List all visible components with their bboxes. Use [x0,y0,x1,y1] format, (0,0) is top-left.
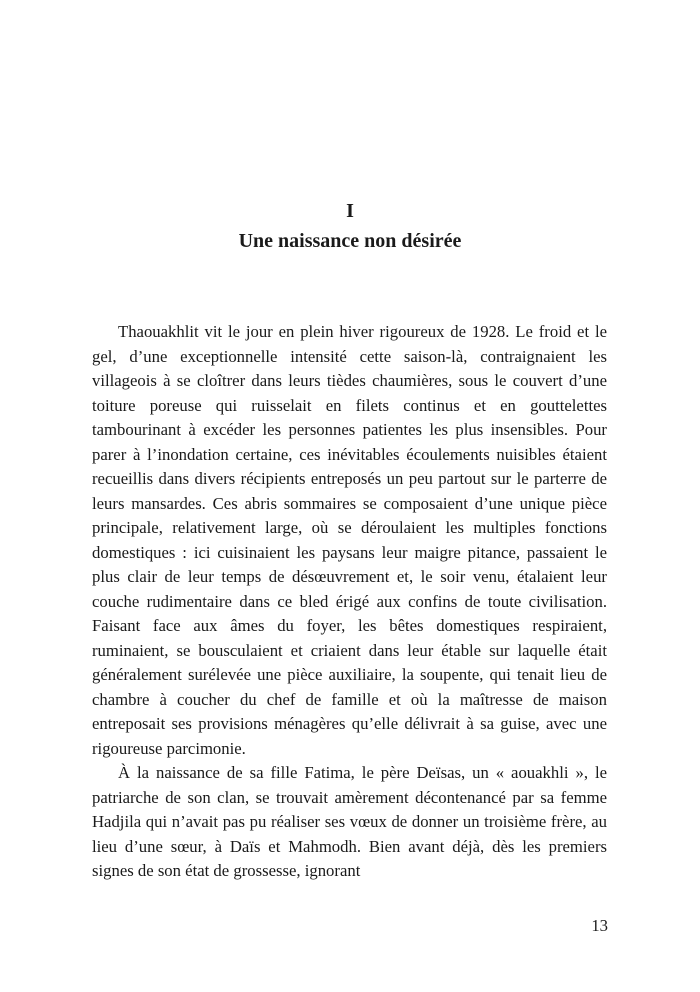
page-number: 13 [591,916,608,935]
paragraph: À la naissance de sa fille Fatima, le père Deïsas, un « aouakhli », le patriarche de son clan, se trouvait amèrement décontenancé par sa femme Hadjila qui n’avait pas pu réaliser ses vœux de donner un troisième frère, au lieu d’une sœur, à Daïs et Mahmodh. Bien avant déjà, dès les premiers signes de son état de grossesse, ignorant [92,763,607,880]
paragraph: Thaouakhlit vit le jour en plein hiver rigoureux de 1928. Le froid et le gel, d’une exceptionnelle intensité cette saison-là, contraignaient les villageois à se cloîtrer dans leurs tièdes chaumières, sous le couvert d’une toiture poreuse qui ruisselait en filets continus et en gouttelettes tambourinant à excéder les personnes patientes les plus insensibles. Pour parer à l’inondation certaine, ces inévitables écoulements nuisibles étaient recueillis dans divers récipients entreposés un peu partout sur le parterre de leurs mansardes. Ces abris sommaires se composaient d’une unique pièce principale, relativement large, où se déroulaient les multiples fonctions domestiques : ici cuisinaient les paysans leur maigre pitance, passaient le plus clair de leur temps de désœuvrement et, le soir venu, étalaient leur couche rudimentaire dans ce bled érigé aux confins de toute civilisation. Faisant face aux âmes du foyer, les bêtes domestiques respiraient, ruminaient, se bousculaient et criaient dans leur étable sur laquelle était généralement surélevée une pièce auxiliaire, la soupente, qui tenait lieu de chambre à coucher du chef de famille et où la maîtresse de maison entreposait ses provisions ménagères qu’elle délivrait à sa guise, avec une rigoureuse parcimonie. [92,322,607,758]
chapter-number: I [346,200,354,222]
body-text [92,320,607,884]
chapter-title: Une naissance non désirée [238,230,462,252]
